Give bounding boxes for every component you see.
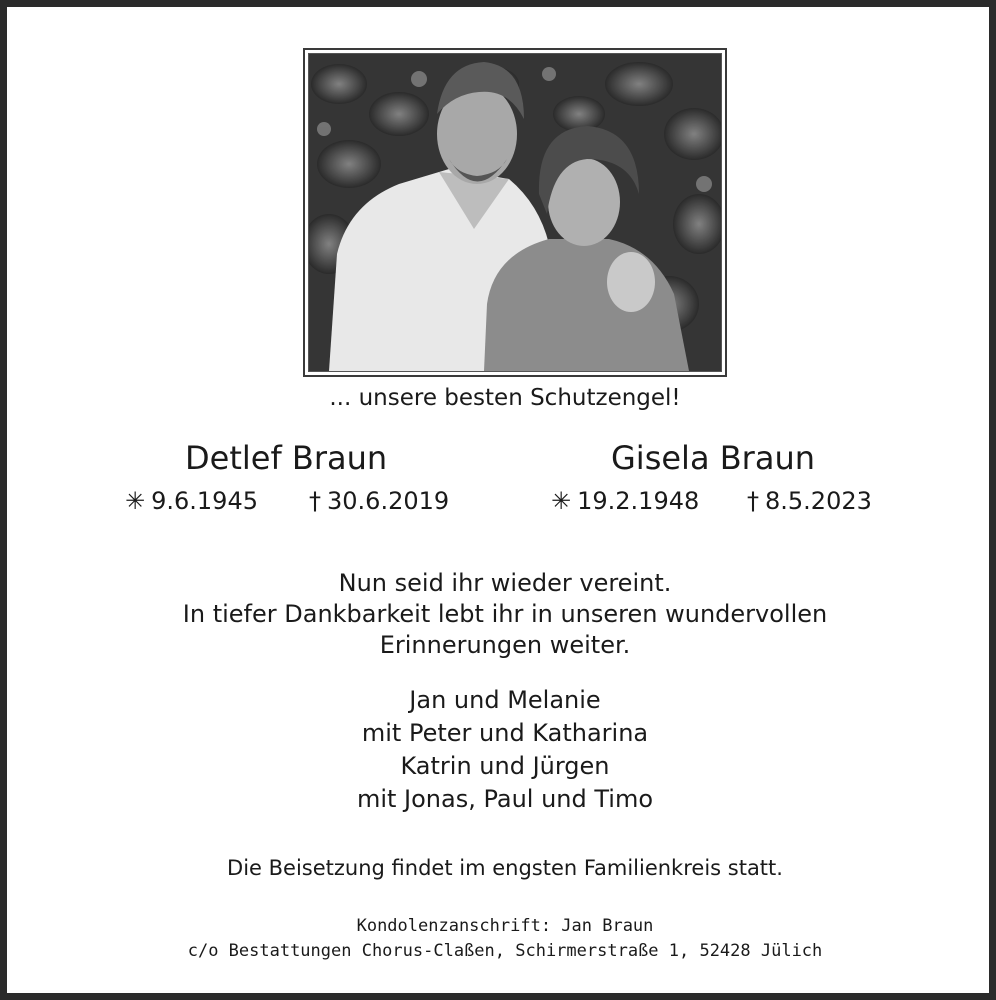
family-list <box>7 684 996 816</box>
birth-date-value: 19.2.1948 <box>577 487 700 515</box>
death-cross-icon: † <box>747 487 759 515</box>
birth-date-detlef <box>125 487 258 515</box>
death-cross-icon: † <box>309 487 321 515</box>
contact-line: Kondolenzanschrift: Jan Braun <box>356 916 654 936</box>
family-line: mit Peter und Katharina <box>361 719 649 747</box>
photo-frame <box>303 48 727 377</box>
family-line: Katrin und Jürgen <box>400 752 610 780</box>
burial-notice: Die Beisetzung findet im engsten Familienkreis statt. <box>227 856 783 880</box>
birth-date-gisela <box>551 487 699 515</box>
person-name-gisela: Gisela Braun <box>611 439 815 477</box>
tribute-text <box>7 568 996 661</box>
death-date-value: 30.6.2019 <box>327 487 450 515</box>
death-date-gisela <box>747 487 872 515</box>
tribute-line: Erinnerungen weiter. <box>379 631 631 659</box>
death-date-detlef <box>309 487 449 515</box>
person-name-detlef: Detlef Braun <box>185 439 388 477</box>
contact-line: c/o Bestattungen Chorus-Claßen, Schirmerstraße 1, 52428 Jülich <box>187 941 823 961</box>
tagline: ... unsere besten Schutzengel! <box>329 385 681 411</box>
death-date-value: 8.5.2023 <box>765 487 872 515</box>
tribute-line: In tiefer Dankbarkeit lebt ihr in unseren wundervollen <box>182 600 828 628</box>
couple-photo <box>308 53 722 372</box>
birth-star-icon: ✳ <box>551 487 572 515</box>
couple-photo-image <box>309 54 721 371</box>
family-line: mit Jonas, Paul und Timo <box>356 785 654 813</box>
tribute-line: Nun seid ihr wieder vereint. <box>338 569 672 597</box>
family-line: Jan und Melanie <box>409 686 601 714</box>
birth-date-value: 9.6.1945 <box>151 487 258 515</box>
birth-star-icon: ✳ <box>125 487 146 515</box>
condolence-address <box>7 914 996 964</box>
